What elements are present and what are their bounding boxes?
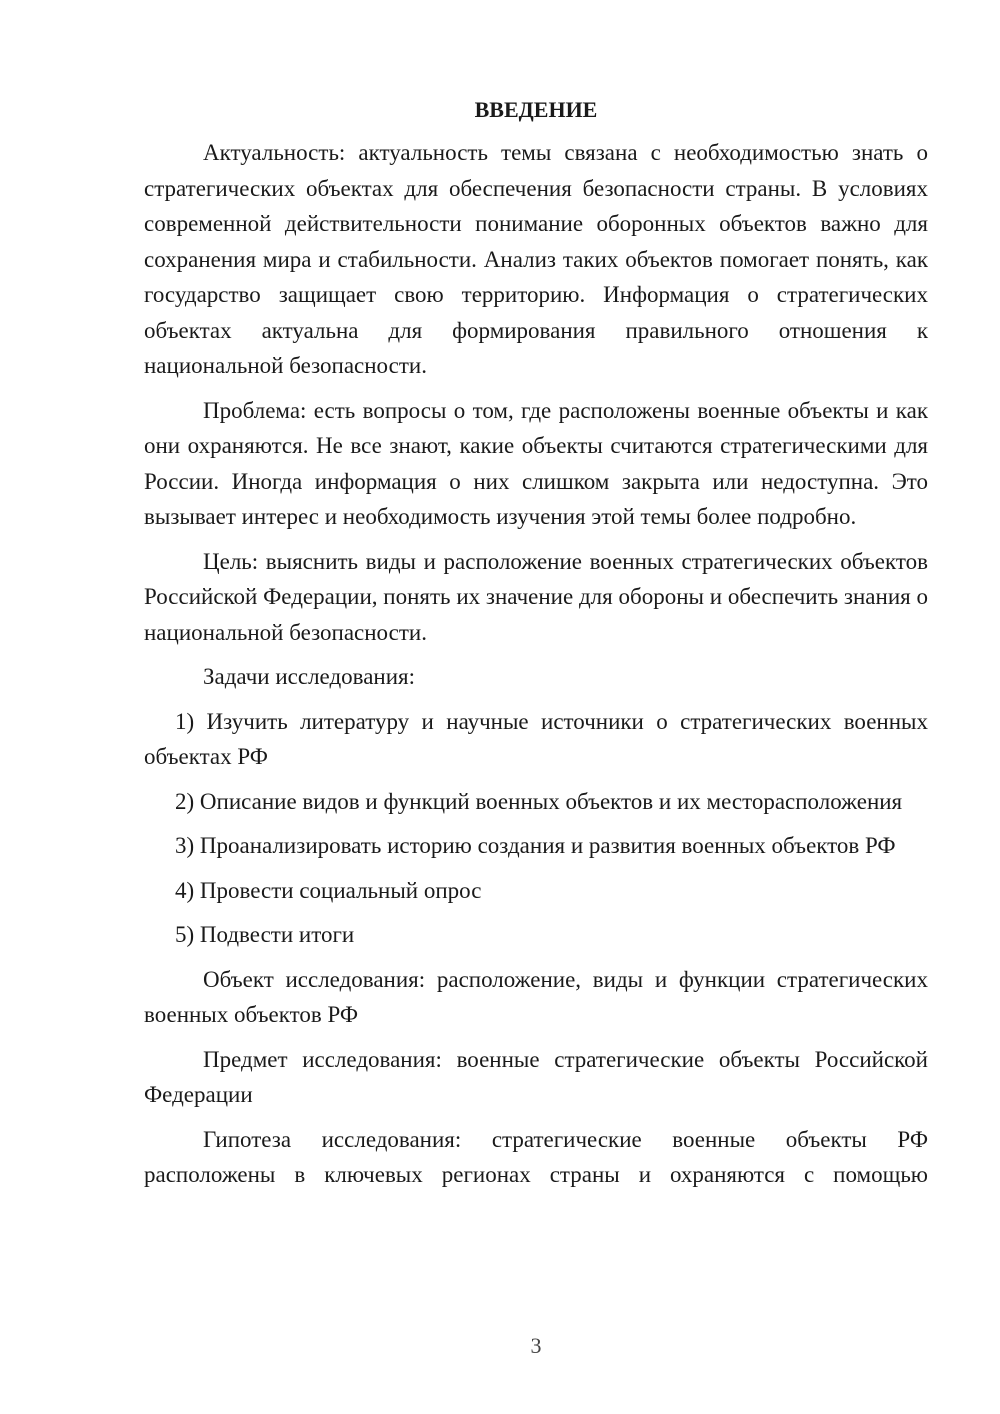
paragraph-problem: Проблема: есть вопросы о том, где расположены военные объекты и как они охраняются. Не все знают, какие объекты считаются стратегическими для России. Иногда информация о них слишком закрыта или недоступна. Это вызывает интерес и необходимость изучения этой темы более подробно. — [144, 397, 928, 529]
task-item-1: 1) Изучить литературу и научные источники о стратегических военных объектах РФ — [144, 708, 928, 769]
paragraph-subject: Предмет исследования: военные стратегические объекты Российской Федерации — [144, 1046, 928, 1107]
page-content — [144, 92, 928, 1202]
task-item-2: 2) Описание видов и функций военных объектов и их месторасположения — [175, 788, 903, 814]
task-item-4: 4) Провести социальный опрос — [175, 877, 482, 903]
paragraph-object: Объект исследования: расположение, виды и функции стратегических военных объектов РФ — [144, 966, 928, 1027]
task-item-5: 5) Подвести итоги — [175, 922, 355, 947]
task-item-3: 3) Проанализировать историю создания и развития военных объектов РФ — [175, 833, 896, 858]
paragraph-goal: Цель: выяснить виды и расположение военных стратегических объектов Российской Федерации, понять их значение для обороны и обеспечить знания о национальной безопасности. — [144, 548, 928, 645]
section-heading: ВВЕДЕНИЕ — [474, 97, 598, 122]
paragraph-hypothesis: Гипотеза исследования: стратегические военные объекты РФ расположены в ключевых регионах страны и охраняются с помощью — [144, 1126, 928, 1187]
page-number: 3 — [530, 1333, 542, 1358]
paragraph-tasks-intro: Задачи исследования: — [203, 664, 416, 689]
paragraph-relevance: Актуальность: актуальность темы связана с необходимостью знать о стратегических объектах для обеспечения безопасности страны. В условиях современной действительности понимание оборонных объектов важно для сохранения мира и стабильности. Анализ таких объектов помогает понять, как государство защищает свою территорию. Информация о стратегических объектах актуальна для формирования правильного отношения к национальной безопасности. — [144, 140, 928, 378]
